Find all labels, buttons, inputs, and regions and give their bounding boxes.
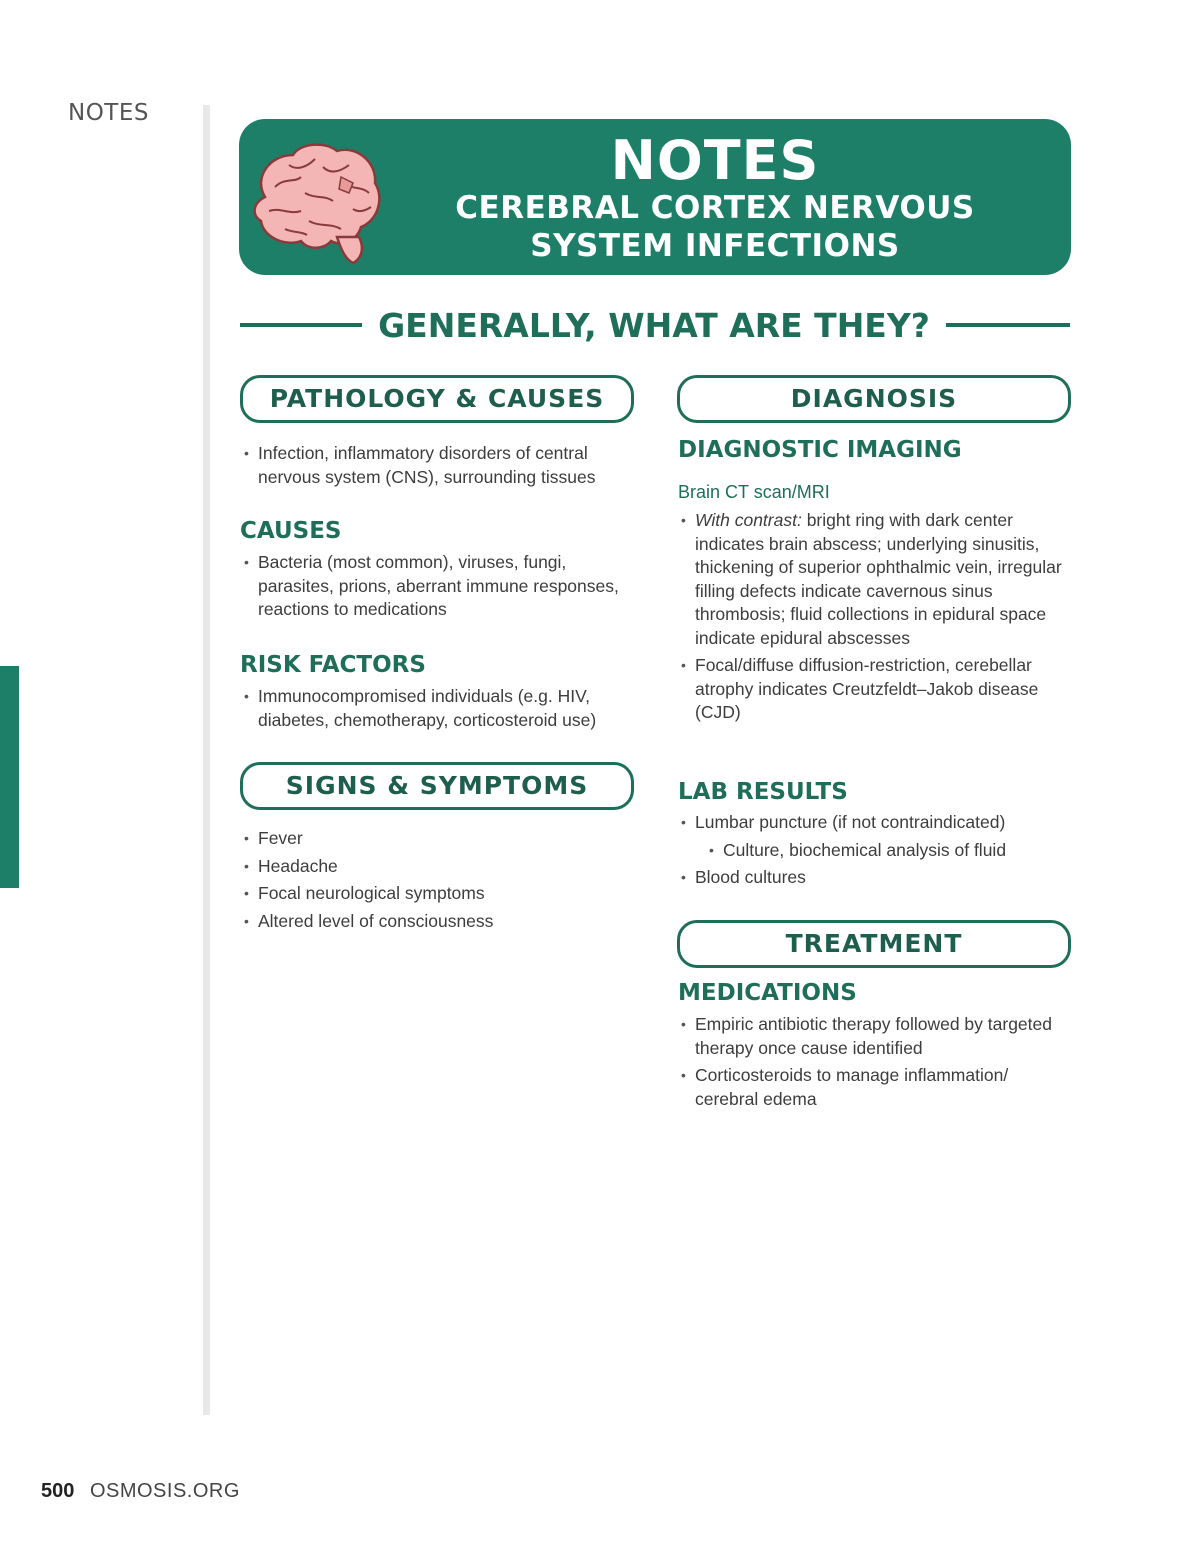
lab-results-heading: LAB RESULTS: [678, 779, 848, 805]
medications-heading: MEDICATIONS: [678, 980, 857, 1006]
pathology-heading: PATHOLOGY & CAUSES: [240, 375, 634, 423]
section-heading-text: GENERALLY, WHAT ARE THEY?: [378, 306, 930, 345]
title-banner: [239, 119, 1071, 275]
imaging-list: [679, 509, 1074, 729]
list-item: • Immunocompromised individuals (e.g. HIV, diabetes, chemotherapy, corticosteroid use): [242, 685, 637, 732]
diagnosis-heading: DIAGNOSIS: [677, 375, 1071, 423]
list-item: • Infection, inflammatory disorders of central nervous system (CNS), surrounding tissues: [242, 442, 637, 489]
risk-factors-list: [242, 685, 637, 736]
section-heading: [240, 300, 1070, 350]
list-item: • Corticosteroids to manage inflammation/ cerebral edema: [679, 1064, 1074, 1111]
list-item: • Focal/diffuse diffusion-restriction, cerebellar atrophy indicates Creutzfeldt–Jakob disease (CJD): [679, 654, 1074, 725]
causes-list: [242, 551, 637, 626]
chapter-tab: [0, 666, 19, 888]
list-item: • Empiric antibiotic therapy followed by targeted therapy once cause identified: [679, 1013, 1074, 1060]
risk-factors-heading: RISK FACTORS: [240, 652, 426, 678]
treatment-heading: TREATMENT: [677, 920, 1071, 968]
with-contrast-text: bright ring with dark center indicates brain abscess; underlying sinusitis, thickening of superior ophthalmic vein, irregular filling defects indicate cavernous sinus thrombosis; fluid collections in epidural space indicate epidural abscesses: [695, 510, 1062, 648]
banner-subtitle-line1: CEREBRAL CORTEX NERVOUS: [455, 190, 975, 226]
with-contrast-label: With contrast:: [695, 510, 802, 530]
signs-heading: SIGNS & SYMPTOMS: [240, 762, 634, 810]
pathology-list: [242, 442, 637, 493]
heading-rule-right: [946, 323, 1070, 327]
page-footer: [41, 1480, 240, 1503]
list-item: • Bacteria (most common), viruses, fungi, parasites, prions, aberrant immune responses, reactions to medications: [242, 551, 637, 622]
heading-rule-left: [240, 323, 362, 327]
ct-heading: Brain CT scan/MRI: [678, 482, 830, 502]
list-item: [679, 509, 1074, 650]
lab-list: [679, 811, 1074, 894]
signs-list: [242, 827, 637, 937]
banner-subtitle: [359, 189, 1071, 265]
list-item: • Headache: [242, 855, 637, 879]
medications-list: [679, 1013, 1074, 1115]
footer-site-link[interactable]: OSMOSIS.ORG: [89, 1480, 240, 1502]
list-item: • Fever: [242, 827, 637, 851]
list-item: • Altered level of consciousness: [242, 910, 637, 934]
list-item: • Lumbar puncture (if not contraindicated): [679, 811, 1074, 835]
list-item: • Blood cultures: [679, 866, 1074, 890]
page-number: 500: [41, 1480, 75, 1502]
list-item: • Focal neurological symptoms: [242, 882, 637, 906]
side-divider: [203, 105, 210, 1415]
list-item: • Culture, biochemical analysis of fluid: [707, 839, 1074, 863]
diagnostic-imaging-heading: DIAGNOSTIC IMAGING: [678, 437, 962, 463]
side-notes-label: NOTES: [68, 100, 149, 126]
banner-subtitle-line2: SYSTEM INFECTIONS: [530, 228, 900, 264]
causes-heading: CAUSES: [240, 518, 342, 544]
banner-title: NOTES: [610, 129, 820, 192]
